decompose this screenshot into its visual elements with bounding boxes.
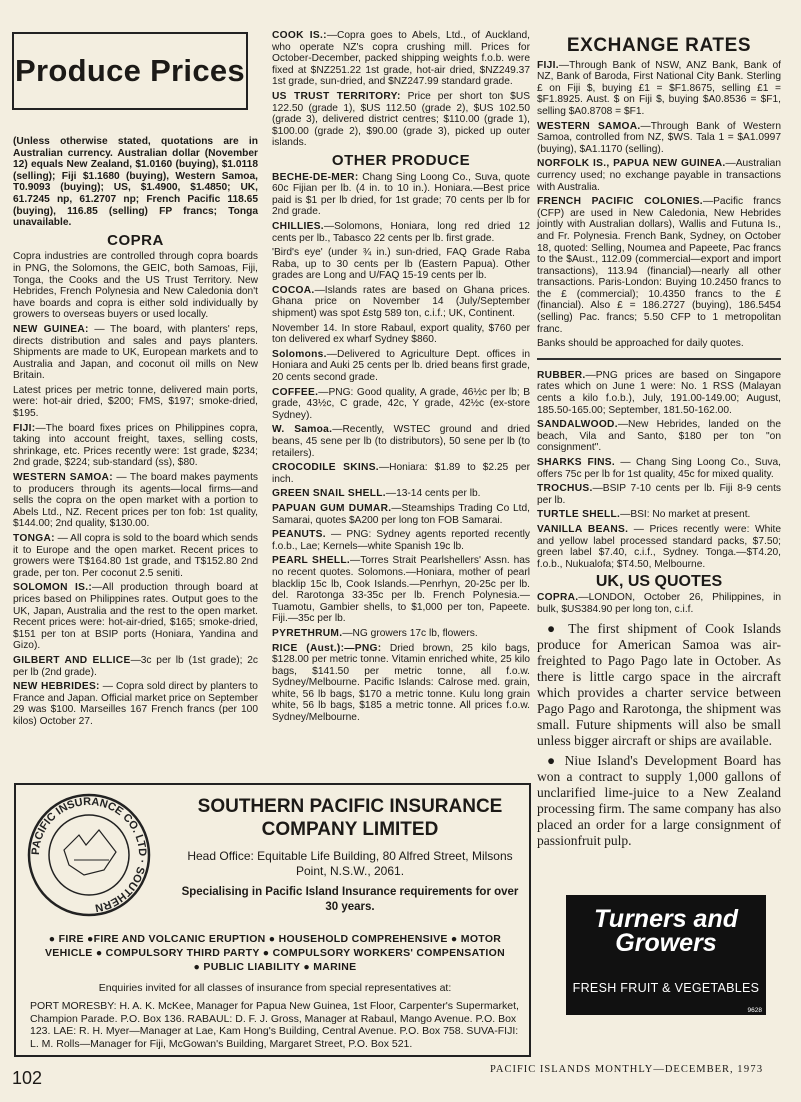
- paragraph: Copra industries are controlled through copra boards in PNG, the Solomons, the GEIC, both Samoas, Fiji, Tonga, the Cooks and the US Trust Territory. New Hebrides, French Polynesia and New Caledonia don't have boards and copra is either sold individually by growers to overseas buyers or used locally.: [13, 251, 258, 321]
- paragraph: NORFOLK IS., PAPUA NEW GUINEA.—Australian currency used; no exchange payable in transactions with Australia.: [537, 158, 781, 193]
- insurance-specialising: Specialising in Pacific Island Insurance requirements for over 30 years.: [181, 886, 519, 913]
- paragraph: FIJI.—Through Bank of NSW, ANZ Bank, Bank of NZ, Bank of Baroda, First National City Bank. Sterling £ on Fiji $, buying £1 = $F1.8675, selling £1 = $F1.8925. Aust. $ on Fiji $, buying $A0.8536 = $F1, selling $A0.8708 = $F1.: [537, 59, 781, 117]
- insurance-enquiries: Enquiries invited for all classes of insurance from special representatives at:: [98, 982, 452, 994]
- paragraph: Banks should be approached for daily quotes.: [537, 338, 744, 350]
- paragraph: PEANUTS. — PNG: Sydney agents reported recently f.o.b., Lae; Kernels—white Spanish 19c lb.: [272, 529, 530, 552]
- paragraph: RICE (Aust.):—PNG: Dried brown, 25 kilo bags, $128.00 per metric tonne. Vitamin enriched white, 25 kilo bags, $141.50 per metric tonne, all f.o.w. Sydney/Melbourne. Pacific Islands: Calrose med. grain, white, 56 lb bags, $170 a metric tonne. Kulu long grain white, 56 lb bags, $185 a metric tonne. All prices f.o.w. Sydney/Melbourne.: [272, 642, 530, 724]
- copra-heading: COPRA: [107, 231, 164, 249]
- exchange-rates-body: [537, 60, 781, 350]
- uk-us-heading: UK, US QUOTES: [595, 573, 723, 591]
- paragraph: TROCHUS.—BSIP 7-10 cents per lb. Fiji 8-9 cents per lb.: [537, 483, 781, 506]
- paragraph: VANILLA BEANS. — Prices recently were: White and yellow label processed standard packs, $7.50; green label $7.40, c.i.f., Sydney. Tonga.—$T4.20, f.o.b., Nukualofa; $T4.50, Melbourne.: [537, 523, 781, 570]
- produce-continued: [537, 370, 781, 571]
- insurance-seal-logo: [24, 790, 154, 920]
- ad-code: 9628: [747, 1007, 762, 1014]
- paragraph: GILBERT AND ELLICE—3c per lb (1st grade); 2c per lb (2nd grade).: [13, 654, 259, 678]
- insurance-lines: ● FIRE ●FIRE AND VOLCANIC ERUPTION ● HOUSEHOLD COMPREHENSIVE ● MOTOR VEHICLE ● COMPULSORY THIRD PARTY ● COMPULSORY WORKERS' COMPENSATION ● PUBLIC LIABILITY ● MARINE: [45, 933, 505, 973]
- paragraph: CHILLIES.—Solomons, Honiara, long red dried 12 cents per lb., Tabasco 22 cents per lb. first grade.: [272, 220, 530, 244]
- paragraph: W. Samoa.—Recently, WSTEC ground and dried beans, 45 sene per lb (to distributors), 50 sene per lb (to retailers).: [272, 424, 530, 459]
- exchange-rates-heading: EXCHANGE RATES: [566, 35, 752, 56]
- paragraph: SHARKS FINS. — Chang Sing Loong Co., Suva, offers 75c per lb for 1st quality, 45c for mixed quality.: [537, 457, 781, 480]
- paragraph: 'Bird's eye' (under ¾ in.) sun-dried, FAQ Grade Raba Raba, up to 30 cents per lb (Eastern Papua). Other grades are Long and U/FAQ 15-19 cents per lb.: [272, 247, 530, 282]
- paragraph: SOLOMON IS.:—All production through board at prices based on Philippines rates. Output goes to the UK, Japan, Australia and the rest to the open market. Recent prices were: hot-air-dried, $165; smoke-dried, $151 per ton at BSIP ports (Honiara, Yandina and Gizo).: [13, 582, 258, 652]
- copra-body: [13, 251, 258, 727]
- column-right: [537, 30, 781, 853]
- paragraph: Solomons.—Delivered to Agriculture Dept. offices in Honiara and Auki 25 cents per lb. dried beans first grade, 20 cents second grade.: [272, 348, 530, 384]
- paragraph: FRENCH PACIFIC COLONIES.—Pacific francs (CFP) are used in New Caledonia, New Hebrides jointly with Australian dollars), Wallis and Futuna Is., and Fr. Polynesia. French Bank, Sydney, on October 18, quoted: Selling, Noumea and Papeete, Pac francs to the $Aust., 112.09 (commercial—export and import transactions), 113.94 (financial)—nearly all other transactions. Paris-London: Buying 10.2450 francs to the £ (commercial); 10.4350 francs to the £ (financial). Also £ = 186.2727 (buying), 186.5454 (selling) Pac. francs; 5.50 CFP to 1 metropolitan franc.: [537, 196, 781, 335]
- paragraph: PEARL SHELL.—Torres Strait Pearlshellers' Assn. has no recent quotes. Solomons.—Honiara, mother of pearl blacklip 15c lb, Cook Islands.—Penrhyn, 20-25c per lb. del. Rarotonga 33-35c per lb. French Polynesia.—Tuamotu, Gambier shells, to $1,000 per ton, Papeete. Fiji.—35c per lb.: [272, 555, 530, 625]
- paragraph: WESTERN SAMOA.—Through Bank of Western Samoa, controlled from NZ, $WS. Tala 1 = $A1.0997 (buying), $A1.1170 (selling).: [537, 120, 781, 155]
- paragraph: WESTERN SAMOA: — The board makes payments to producers through its agents—local firms—and sells the copra on the open market with a portion to Abels Ltd., NZ. Recent prices per ton fob: 1st quality, $144.00; 2nd quality, $130.00.: [13, 472, 258, 530]
- paragraph: CROCODILE SKINS.—Honiara: $1.89 to $2.25 per inch.: [272, 462, 530, 485]
- divider: [537, 358, 781, 360]
- intro-note: (Unless otherwise stated, quotations are in Australian currency. Australian dollar (November 12) equals New Zealand, $1.0160 (buying), $1.0118 (selling); Fiji $1.1680 (buying), Western Samoa, T0.9093 (buying); US, $1.4900, $1.4850; UK, 61.7245 np, 61.2707 np; French Pacific 118.65 (buying), 116.85 (selling) FP francs; Tonga unavailable.: [13, 136, 258, 229]
- insurance-head-office: Head Office: Equitable Life Building, 80 Alfred Street, Milsons Point, N.S.W., 2061.: [187, 849, 513, 878]
- uk-copra-quote: COPRA.—LONDON, October 26, Philippines, in bulk, $US384.90 per long ton, c.i.f.: [537, 591, 781, 615]
- page-title-box: [12, 32, 248, 110]
- paragraph: FIJI:—The board fixes prices on Philippines copra, taking into account freight, taxes, selling costs, shrinkage, etc. Prices recently were: 1st grade, $234; 2nd grade, $224; sub-standard (ss), $80.: [13, 422, 258, 469]
- page-number: 102: [12, 1068, 43, 1088]
- note-niue: ● Niue Island's Development Board has won a contract to supply 1,000 gallons of unclarified lime-juice to a New Zealand processing firm. The same company has also placed an order for a large consignment of passionfruit pulp.: [537, 753, 781, 849]
- page-title: Produce Prices: [15, 53, 245, 88]
- turners-growers-ad: [566, 895, 766, 1015]
- copra-continued: [272, 30, 530, 149]
- insurance-company-name: SOUTHERN PACIFIC INSURANCE COMPANY LIMITED: [197, 796, 503, 840]
- paragraph: NEW GUINEA: — The board, with planters' reps, directs distribution and sales and pays planters. Shipments are made to UK, European markets and to Australia and Japan, and coconut oil mills on New Britain.: [13, 323, 258, 382]
- paragraph: TONGA: — All copra is sold to the board which sends it to Europe and the open market. Recent prices to growers were T$164.80 1st grade, and T$152.80 2nd grade, per ton. Per coconut 2.5 seniti.: [13, 533, 258, 579]
- paragraph: PYRETHRUM.—NG growers 17c lb, flowers.: [272, 627, 478, 639]
- paragraph: Latest prices per metric tonne, delivered main ports, were: hot-air dried, $200; FMS, $197; smoke-dried, $195.: [13, 384, 258, 420]
- column-middle: [272, 30, 530, 727]
- running-footer: PACIFIC ISLANDS MONTHLY—DECEMBER, 1973: [490, 1064, 764, 1075]
- paragraph: BECHE-DE-MER: Chang Sing Loong Co., Suva, quote 60c Fijian per lb. (4 in. to 10 in.). Honiara.—Best price paid is $1 per lb dried, for 1st grade; 70 cents per lb for 2nd grade.: [272, 171, 530, 218]
- paragraph: PAPUAN GUM DUMAR.—Steamships Trading Co Ltd, Samarai, quotes $A200 per long ton FOB Samarai.: [272, 502, 530, 526]
- other-produce-body: [272, 172, 530, 724]
- paragraph: US TRUST TERRITORY: Price per short ton $US 122.50 (grade 1), $US 112.50 (grade 2), $US 102.50 (grade 3), delivered district centres; $110.00 (grade 1), $100.00 (grade 2), $90.00 (grade 3), picked up outer islands.: [272, 90, 530, 149]
- turners-growers-logo: Turners and Growers: [593, 905, 739, 957]
- paragraph: RUBBER.—PNG prices are based on Singapore rates which on June 1 were: No. 1 RSS (Malayan cents a kilo f.o.b.), July, 191.00-149.00; August, 185.50-165.00; September, 181.50-162.00.: [537, 369, 781, 416]
- paragraph: November 14. In store Rabaul, export quality, $760 per ton delivered ex wharf Sydney $860.: [272, 322, 530, 346]
- turners-tagline: FRESH FRUIT & VEGETABLES: [572, 981, 760, 995]
- paragraph: COCOA.—Islands rates are based on Ghana prices. Ghana price on November 14 (July/September shipment) was spot £stg 589 ton, c.i.f.; UK, Continent.: [272, 284, 530, 320]
- news-notes: [537, 621, 781, 849]
- paragraph: COFFEE.—PNG: Good quality, A grade, 46½c per lb; B grade, 43½c, C grade, 42c, Y grade, 42½c (ex-store Sydney).: [272, 386, 530, 421]
- other-produce-heading: OTHER PRODUCE: [331, 151, 471, 169]
- svg-text:PACIFIC INSURANCE CO. LTD · SO: PACIFIC INSURANCE CO. LTD · SOUTHERN: [29, 795, 149, 914]
- column-left: [13, 136, 258, 731]
- paragraph: TURTLE SHELL.—BSI: No market at present.: [537, 509, 751, 521]
- insurance-agents: PORT MORESBY: H. A. K. McKee, Manager for Papua New Guinea, 1st Floor, Carpenter's Supermarket, Champion Parade. P.O. Box 136. RABAUL: D. F. J. Gross, Manager at Rabaul, Mango Avenue. P.O. Box 123. LAE: R. H. Myer—Manager at Lae, Kam Hong's Building, Central Avenue. P.O. Box 758. SUVA-FIJI: L. M. Rolls—Manager for Fiji, McGowan's Building, Margaret Street, P.O. Box 521.: [30, 1000, 519, 1050]
- paragraph: COOK IS.:—Copra goes to Abels, Ltd., of Auckland, who operate NZ's copra crushing mill. Prices for October-December, packed shipping weights f.o.b. were fixed at $NZ251.22 1st grade, hot-air dried, $NZ249.37 1st grade, sun-dried, and $NZ247.99 standard grade.: [272, 30, 530, 88]
- paragraph: NEW HEBRIDES: — Copra sold direct by planters to France and Japan. Official market price on September 29 was $100. Marseilles 167 French francs (per 100 kilos) October 27.: [13, 681, 258, 727]
- paragraph: SANDALWOOD.—New Hebrides, landed on the beach, Vila and Santo, $180 per ton "on consignment".: [537, 419, 781, 454]
- note-cook-islands: ● The first shipment of Cook Islands produce for American Samoa was air-freighted to Pago Pago late in October. As there is little cargo space in the aircraft which provides a charter service between Pago Pago and Rarotonga, the shipment was small. Future shipments will also be small unless bigger aircraft or ships are available.: [537, 621, 781, 749]
- paragraph: GREEN SNAIL SHELL.—13-14 cents per lb.: [272, 488, 481, 500]
